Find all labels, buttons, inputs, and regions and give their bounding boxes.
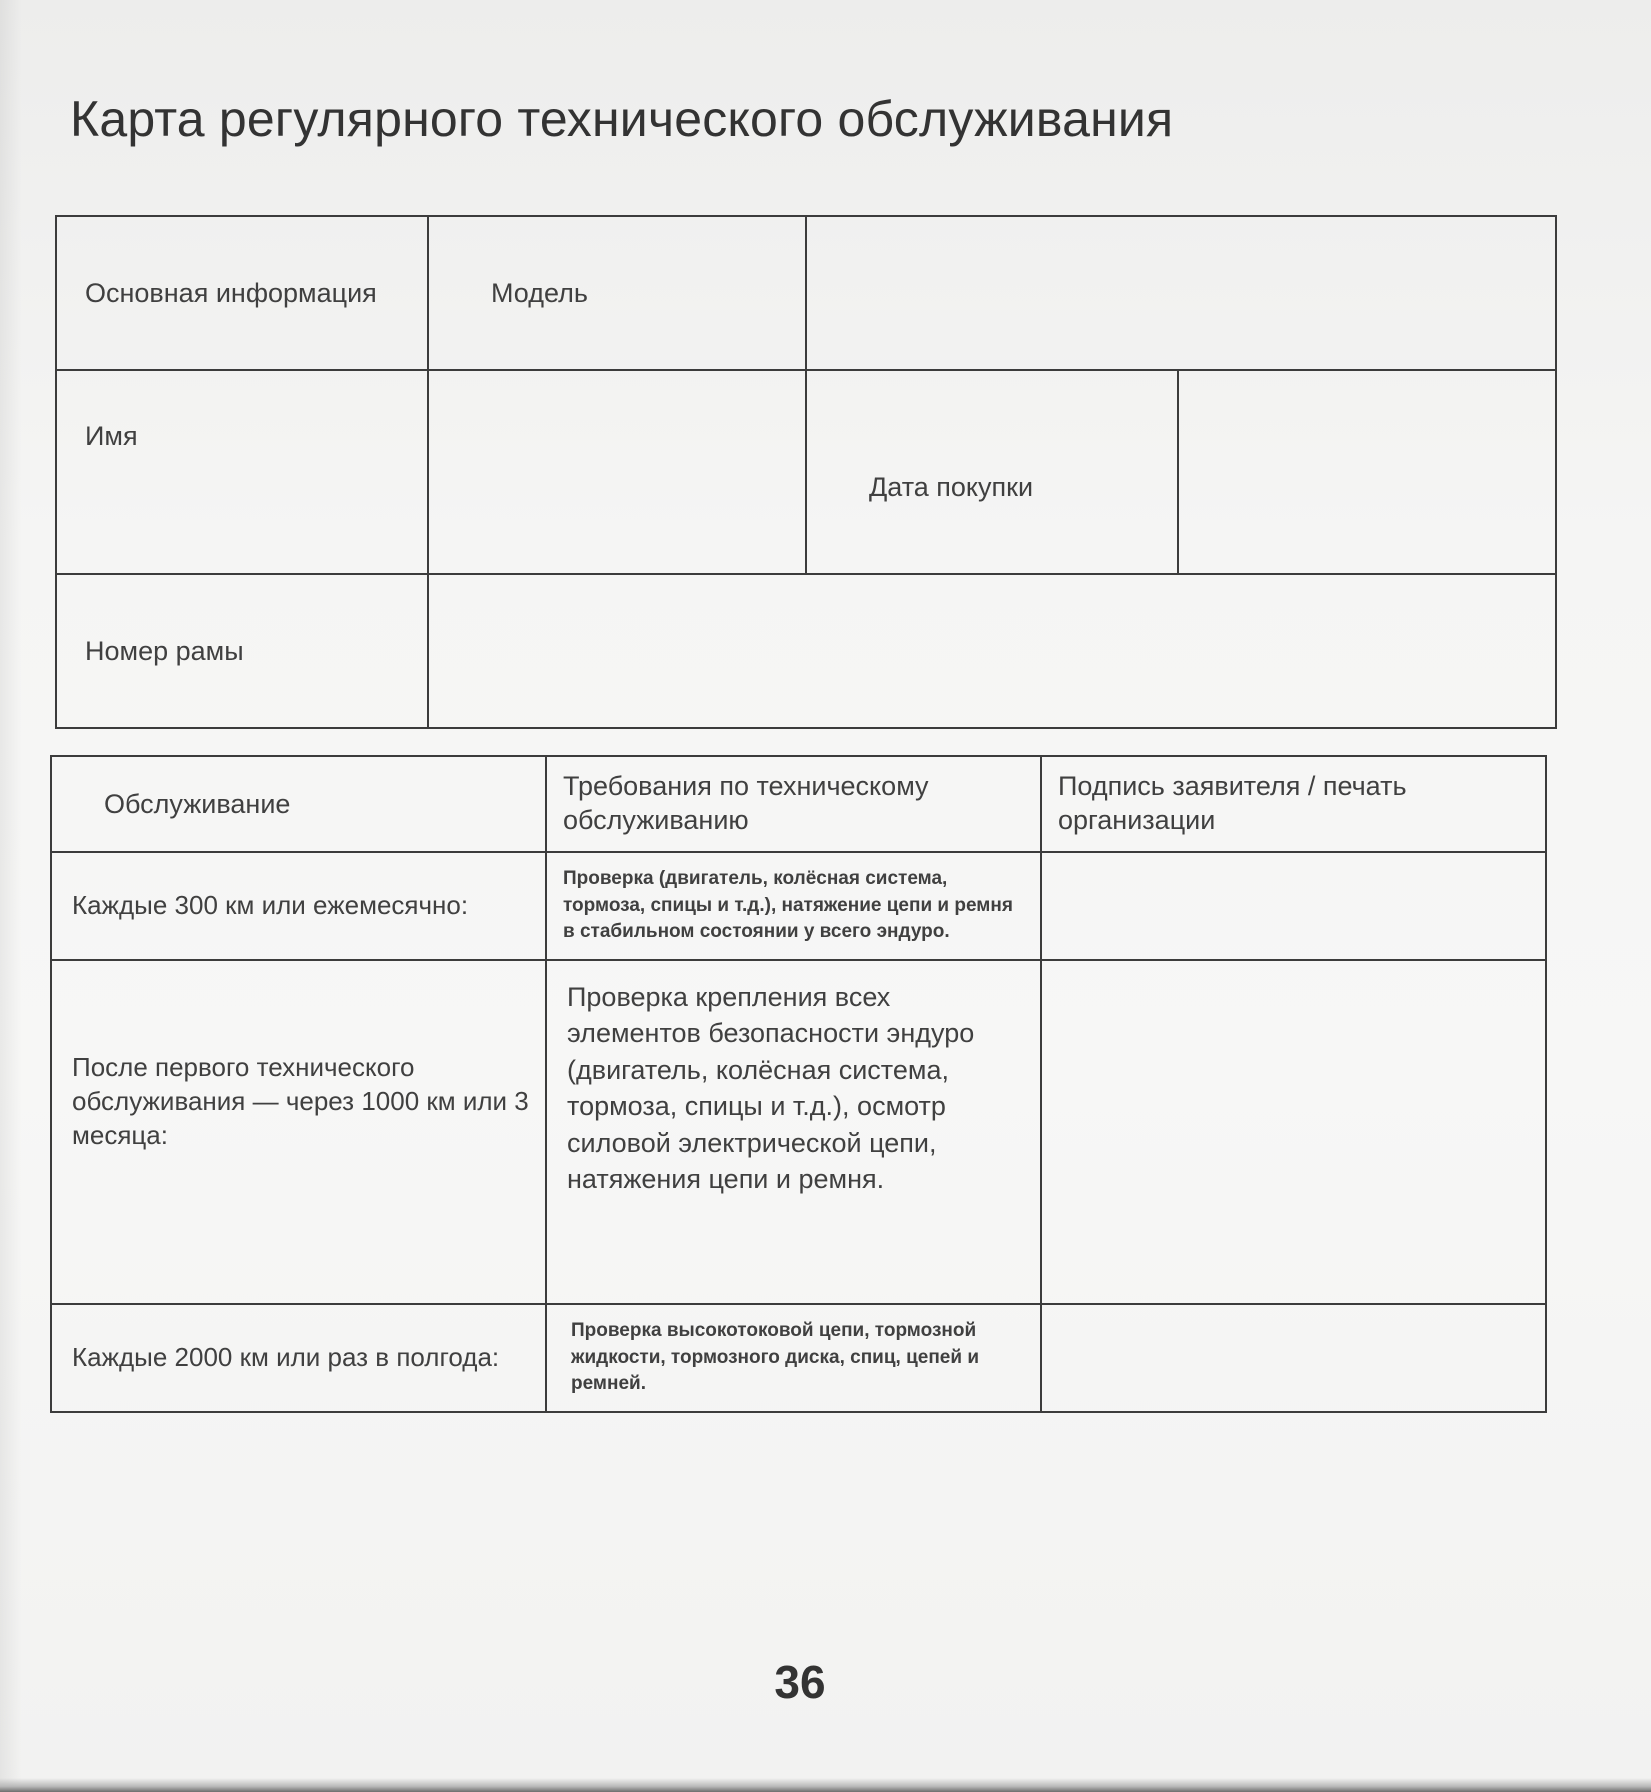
purchase-date-label: Дата покупки: [806, 370, 1178, 574]
service-period: Каждые 300 км или ежемесячно:: [51, 852, 546, 960]
name-label: Имя: [56, 370, 428, 574]
table-row: [51, 960, 1546, 1304]
header-service: Обслуживание: [51, 756, 546, 852]
signature-cell[interactable]: [1041, 852, 1546, 960]
page-number: 36: [774, 1656, 826, 1708]
frame-number-label: Номер рамы: [56, 574, 428, 728]
purchase-date-value-cell[interactable]: [1178, 370, 1556, 574]
maintenance-header-row: [51, 756, 1546, 852]
page-left-shadow: [0, 0, 22, 1792]
signature-cell[interactable]: [1041, 1304, 1546, 1412]
model-label: Модель: [428, 216, 806, 370]
basic-info-label: Основная информация: [56, 216, 428, 370]
info-row-name: [56, 370, 1556, 574]
table-row: [51, 852, 1546, 960]
header-requirements: Требования по техническому обслуживанию: [546, 756, 1041, 852]
service-requirements: Проверка высокотоковой цепи, тормозной жидкости, тормозного диска, спиц, цепей и ремней.: [546, 1304, 1041, 1412]
name-value-cell[interactable]: [428, 370, 806, 574]
info-row-model: [56, 216, 1556, 370]
page-title: Карта регулярного технического обслуживания: [70, 91, 1174, 147]
page-bottom-edge: [0, 1778, 1651, 1792]
model-value-cell[interactable]: [806, 216, 1556, 370]
header-signature: Подпись заявителя / печать организации: [1041, 756, 1546, 852]
info-row-frame: [56, 574, 1556, 728]
service-requirements: Проверка (двигатель, колёсная система, тормоза, спицы и т.д.), натяжение цепи и ремня в стабильном состоянии у всего эндуро.: [546, 852, 1041, 960]
frame-number-value-cell[interactable]: [428, 574, 1556, 728]
signature-cell[interactable]: [1041, 960, 1546, 1304]
basic-info-table: [55, 215, 1557, 729]
service-requirements: Проверка крепления всех элементов безопасности эндуро (двигатель, колёсная система, тормоза, спицы и т.д.), осмотр силовой электрической цепи, натяжения цепи и ремня.: [546, 960, 1041, 1304]
service-period: Каждые 2000 км или раз в полгода:: [51, 1304, 546, 1412]
table-row: [51, 1304, 1546, 1412]
maintenance-table: [50, 755, 1547, 1413]
service-period: После первого технического обслуживания — через 1000 км или 3 месяца:: [51, 960, 546, 1304]
